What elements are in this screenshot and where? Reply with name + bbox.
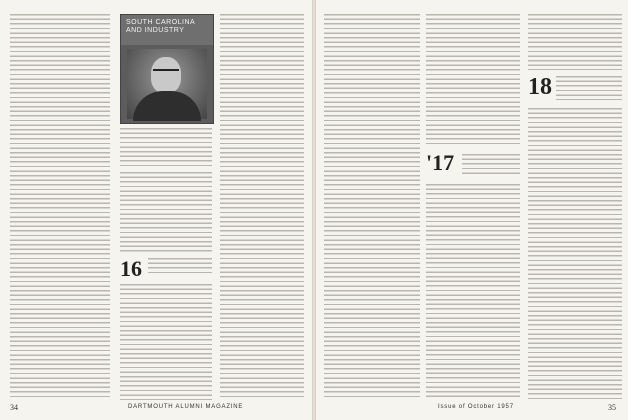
south-carolina-cover-image bbox=[120, 14, 214, 124]
class-16-address bbox=[148, 258, 212, 276]
caption-text bbox=[120, 128, 212, 166]
right-column-2-bottom bbox=[426, 184, 520, 400]
right-column-1 bbox=[324, 14, 420, 400]
left-column-2 bbox=[120, 172, 212, 254]
cover-title: SOUTH CAROLINA AND INDUSTRY bbox=[126, 19, 195, 34]
right-page bbox=[316, 0, 628, 420]
portrait-photo bbox=[127, 49, 207, 119]
class-number-18: 18 bbox=[528, 74, 552, 100]
right-column-3-top bbox=[528, 14, 622, 70]
left-column-3 bbox=[220, 14, 304, 400]
class-number-16: 16 bbox=[120, 256, 142, 281]
glasses-icon bbox=[153, 69, 179, 77]
footer-left: DARTMOUTH ALUMNI MAGAZINE bbox=[128, 404, 244, 410]
class-18-address bbox=[556, 76, 622, 100]
class-number-17: '17 bbox=[426, 150, 455, 175]
right-column-2-top bbox=[426, 14, 520, 144]
left-column-2b bbox=[120, 284, 212, 400]
page-number-right: 35 bbox=[608, 403, 616, 412]
left-column-1 bbox=[10, 14, 110, 400]
left-page bbox=[0, 0, 312, 420]
right-column-3-bottom bbox=[528, 108, 622, 400]
footer-right: Issue of October 1957 bbox=[438, 404, 514, 410]
portrait-suit bbox=[133, 91, 201, 121]
class-17-address bbox=[462, 154, 520, 176]
page-number-left: 34 bbox=[10, 403, 18, 412]
